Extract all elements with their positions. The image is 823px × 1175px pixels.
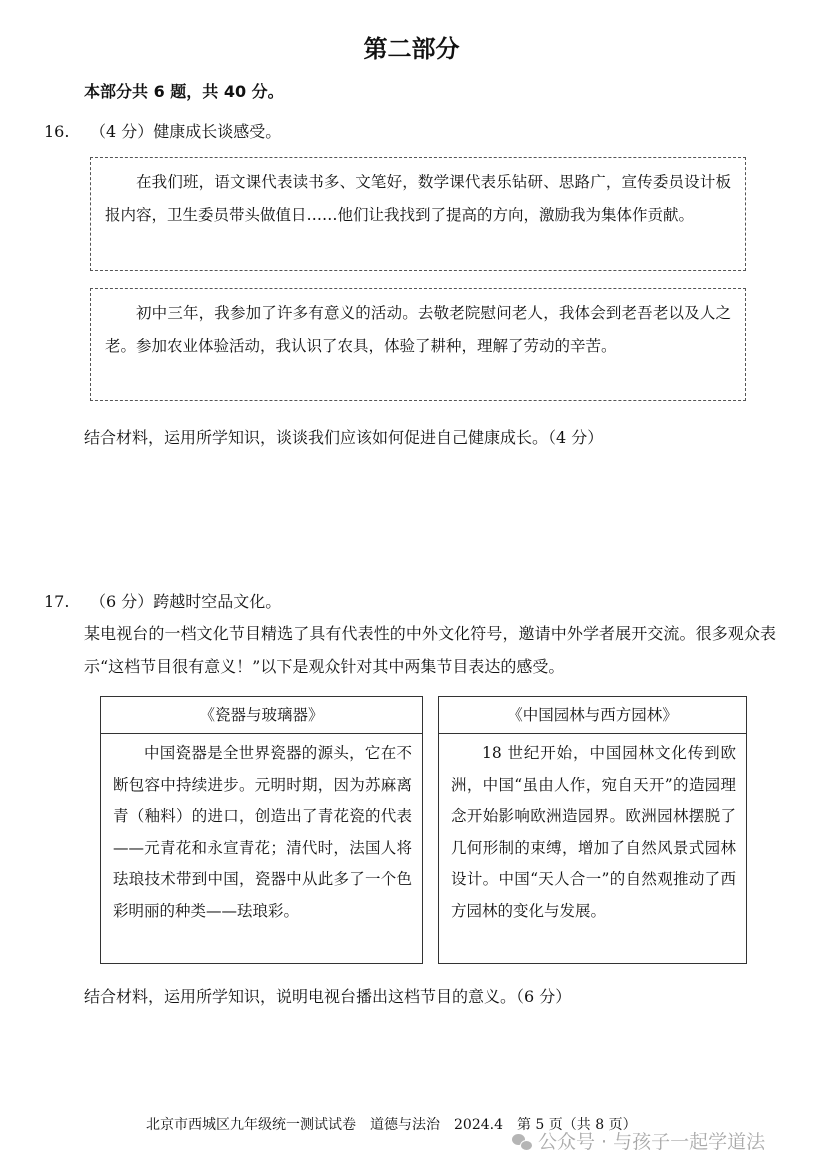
question-title: （4 分）健康成长谈感受。	[90, 122, 282, 141]
material-box-2	[90, 288, 746, 401]
question-17-heading	[44, 589, 281, 615]
material-text: 初中三年，我参加了许多有意义的活动。去敬老院慰问老人，我体会到老吾老以及人之老。参加农业体验活动，我认识了农具，体验了耕种，理解了劳动的辛苦。	[105, 304, 731, 355]
wechat-icon	[512, 1133, 532, 1151]
section-title: 第二部分	[363, 35, 460, 63]
watermark	[512, 1128, 765, 1156]
material-box-1	[90, 157, 746, 271]
table-left-title: 《瓷器与玻璃器》	[101, 697, 422, 734]
question-number: 17.	[44, 592, 70, 611]
question-16-heading	[44, 119, 281, 145]
intro-text: 某电视台的一档文化节目精选了具有代表性的中外文化符号，邀请中外学者展开交流。很多观众表示“这档节目很有意义！”以下是观众针对其中两集节目表达的感受。	[84, 624, 776, 676]
question-number: 16.	[44, 122, 70, 141]
watermark-text: 公众号 · 与孩子一起学道法	[538, 1131, 766, 1153]
material-text: 在我们班，语文课代表读书多、文笔好，数学课代表乐钻研、思路广，宣传委员设计板报内容，卫生委员带头做值日……他们让我找到了提高的方向，激励我为集体作贡献。	[105, 173, 731, 224]
page-footer: 北京市西城区九年级统一测试试卷 道德与法治 2024.4 第 5 页（共 8 页）	[146, 1117, 637, 1133]
question-16-prompt: 结合材料，运用所学知识，谈谈我们应该如何促进自己健康成长。（4 分）	[84, 428, 604, 447]
question-title: （6 分）跨越时空品文化。	[90, 592, 282, 611]
table-left	[100, 696, 423, 964]
question-17-intro	[84, 617, 776, 683]
table-left-text: 中国瓷器是全世界瓷器的源头，它在不断包容中持续进步。元明时期，因为苏麻离青（釉料）的进口，创造出了青花瓷的代表——元青花和永宣青花；清代时，法国人将珐琅技术带到中国，瓷器中从此多了一个色彩明丽的种类——珐琅彩。	[113, 744, 412, 920]
table-right	[438, 696, 747, 964]
table-right-title: 《中国园林与西方园林》	[439, 697, 746, 734]
question-17-prompt: 结合材料，运用所学知识，说明电视台播出这档节目的意义。（6 分）	[84, 987, 572, 1006]
section-intro: 本部分共 6 题，共 40 分。	[84, 82, 284, 101]
table-right-text: 18 世纪开始，中国园林文化传到欧洲，中国“虽由人作，宛自天开”的造园理念开始影响欧洲造园界。欧洲园林摆脱了几何形制的束缚，增加了自然风景式园林设计。中国“天人合一”的自然观推动了西方园林的变化与发展。	[451, 744, 736, 920]
